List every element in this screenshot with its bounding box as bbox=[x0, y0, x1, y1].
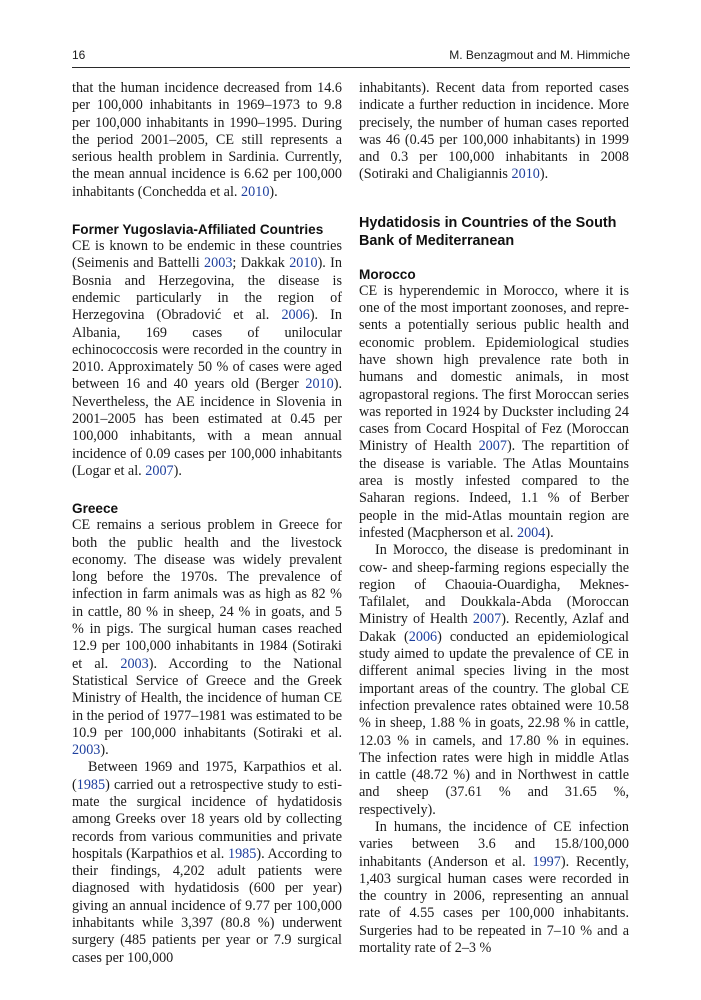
page-header bbox=[72, 48, 630, 68]
running-head: M. Benzagmout and M. Himmiche bbox=[449, 48, 630, 62]
citation-link[interactable]: 2010 bbox=[305, 376, 334, 393]
citation-link[interactable]: 2010 bbox=[289, 255, 318, 272]
citation-link[interactable]: 1997 bbox=[532, 853, 561, 870]
paragraph-sardinia: that the human incidence decreased from 14.6 per 100,000 inhabitants in 1969–1973 to 9.8 per 100,000 inhabitants in 1990–1995. During the period 2001–2005, CE still represents a serious health problem in Sardinia. Currently, the mean annual incidence is 6.62 per 100,000 inhabitants (Conchedda et al. 2010). bbox=[72, 80, 342, 200]
citation-link[interactable]: 2003 bbox=[120, 655, 149, 672]
paragraph-morocco: CE is hyperendemic in Morocco, where it is one of the most important zoonoses, and represents a potentially serious public health and economic problem. Epidemiological studies have shown high prevalence rate both in humans and domestic animals, in most agropastoral regions. The first Moroccan series was reported in 1924 by Duckster including 24 cases from Cocard Hospital of Fez (Moroccan Ministry of Health 2007). The repartition of the disease is variable. The Atlas Mountains area is mostly infested compared to the Saharan regions. Indeed, 1.1 % of Berber people in the mid-Atlas mountain region are infested (Macpherson et al. 2004). bbox=[359, 282, 629, 541]
page-number: 16 bbox=[72, 48, 86, 62]
paragraph-greece: CE remains a serious problem in Greece for both the public health and the livestock economy. The disease was widely prevalent long before the 1970s. The prevalence of infection in farm animals was as high as 82 % in cattle, 80 % in sheep, 24 % in goats, and 5 % in pigs. The surgical human cases reached 12.9 per 100,000 inhabitants in 1984 (Sotiraki et al. 2003). According to the National Statistical Service of Greece and the Greek Ministry of Health, the incidence of human CE in the period of 1977–1981 was estimated to be 10.9 per 100,000 inhabitants (Sotiraki et al. 2003). bbox=[72, 517, 342, 759]
citation-link[interactable]: 2003 bbox=[204, 255, 233, 272]
right-column bbox=[359, 80, 629, 957]
citation-link[interactable]: 1985 bbox=[76, 776, 106, 793]
citation-link[interactable]: 2004 bbox=[516, 524, 546, 541]
paragraph-morocco-regions: In Morocco, the disease is predominant in cow- and sheep-farming regions especially the region of Chaouia-Ouardigha, Meknes-Tafilalet, and Doukkala-Abda (Moroccan Ministry of Health 2007). Recently, Azlaf and Dakak (2006) conducted an epidemiological study aimed to update the prevalence of CE in different animal species living in the most important areas of the country. The global CE infection prevalence rates obtained were 10.58 % in sheep, 1.88 % in goats, 22.98 % in cattle, 12.03 % in camels, and 17.80 % in equines. The infection rates were high in middle Atlas in cattle (48.72 %) and in Northwest in cattle and sheep (37.61 % and 31.65 %, respectively). bbox=[359, 542, 630, 818]
citation-link[interactable]: 2010 bbox=[511, 166, 540, 183]
heading-greece: Greece bbox=[72, 501, 119, 517]
heading-south-bank: Hydatidosis in Countries of the South Bank of Mediterranean bbox=[359, 214, 617, 249]
paragraph-karpathios: Between 1969 and 1975, Karpathios et al. (1985) carried out a retrospective study to estimate the surgical incidence of hydatidosis among Greeks over 18 years old by collecting records from various communities and private hospitals (Karpathios et al. 1985). According to their findings, 4,202 adult patients were diagnosed with hydatidosis (600 per year) giving an annual incidence of 9.77 per 100,000 inhabitants while 3,397 (80.8 %) underwent surgery (485 patients per year or 7.9 surgical cases per 100,000 bbox=[72, 759, 343, 966]
citation-link[interactable]: 2003 bbox=[72, 742, 101, 759]
citation-link[interactable]: 2007 bbox=[145, 462, 174, 479]
citation-link[interactable]: 2006 bbox=[408, 628, 438, 645]
citation-link[interactable]: 1985 bbox=[227, 845, 257, 862]
header-rule bbox=[72, 67, 630, 68]
citation-link[interactable]: 2010 bbox=[241, 183, 270, 200]
heading-yugoslavia: Former Yugoslavia-Affiliated Countries bbox=[72, 222, 324, 238]
paragraph-greece-continued: inhabitants). Recent data from reported cases indicate a further reduction in incidence. More precisely, the number of human cases reported was 46 (0.45 per 100,000 inhabitants) in 1999 and 0.3 per 100,000 inhabitants in 2008 (Sotiraki and Chaligiannis 2010). bbox=[359, 80, 629, 183]
left-column bbox=[72, 80, 342, 967]
paragraph-morocco-humans: In humans, the incidence of CE infection varies between 3.6 and 15.8/100,000 inhabitants (Anderson et al. 1997). Recently, 1,403 surgical human cases were recorded in the country in 2006, representing an annual rate of 4.55 cases per 100,000 inhabitants. Surgeries had to be repeated in 7–10 % and a mortality rate of 2–3 % bbox=[359, 818, 630, 957]
citation-link[interactable]: 2007 bbox=[478, 438, 507, 455]
citation-link[interactable]: 2006 bbox=[281, 307, 310, 324]
heading-morocco: Morocco bbox=[359, 266, 416, 282]
paragraph-yugoslavia: CE is known to be endemic in these countries (Seimenis and Battelli 2003; Dakkak 2010). In Bosnia and Herzegovina, the disease is endemic particularly in the region of Herzegovina (Obradović et al. 2006). In Albania, 169 cases of unilocular echinococcosis were recorded in the country in 2010. Approximately 50 % of cases were aged between 16 and 40 years old (Berger 2010). Nevertheless, the AE incidence in Slovenia in 2001–2005 has been estimated at 0.45 per 100,000 inhabitants, with a mean annual incidence of 0.09 cases per 100,000 inhabitants (Logar et al. 2007). bbox=[72, 238, 343, 479]
citation-link[interactable]: 2007 bbox=[472, 611, 502, 628]
